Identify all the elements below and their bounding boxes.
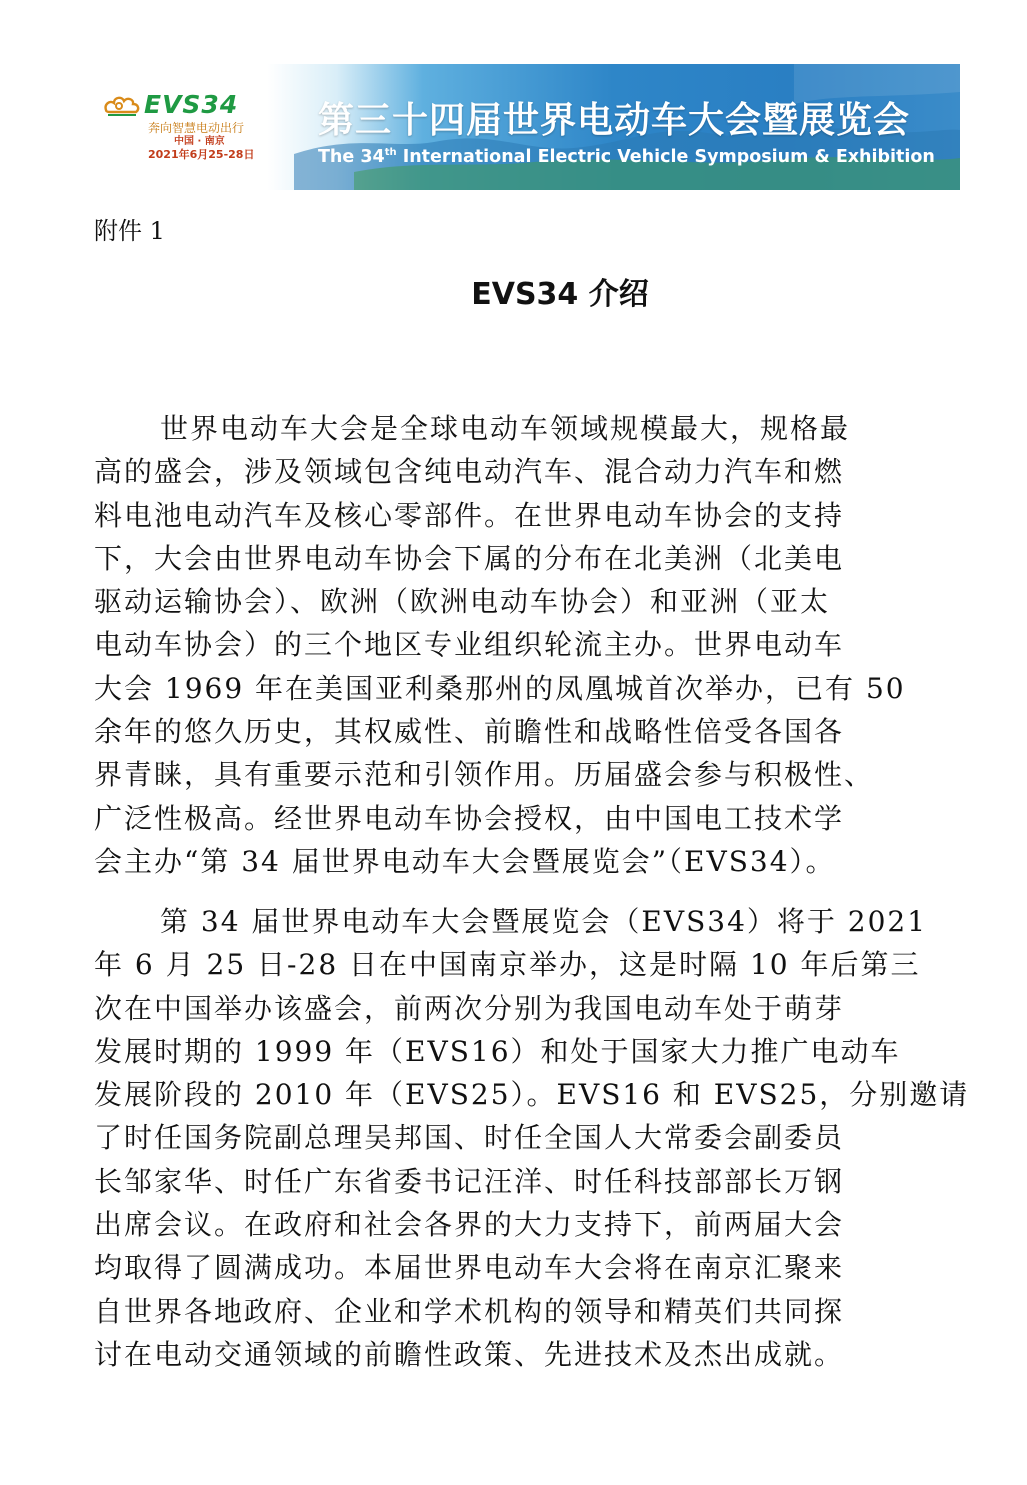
paragraph-line: 会主办“第 34 届世界电动车大会暨展览会”（EVS34）。 — [94, 844, 836, 878]
attachment-label: 附件 1 — [94, 217, 165, 245]
paragraph-line: 料电池电动汽车及核心零部件。在世界电动车协会的支持 — [94, 498, 845, 532]
logo-slogan: 奔向智慧电动出行 — [148, 121, 245, 135]
paragraph-line: 驱动运输协会）、欧洲（欧洲电动车协会）和亚洲（亚太 — [94, 585, 831, 619]
paragraph-line: 次在中国举办该盛会，前两次分别为我国电动车处于萌芽 — [94, 991, 845, 1025]
paragraph-line: 发展时期的 1999 年（EVS16）和处于国家大力推广电动车 — [94, 1034, 901, 1068]
banner-title-english-ordinal: th — [384, 147, 397, 159]
paragraph-line: 高的盛会，涉及领域包含纯电动汽车、混合动力汽车和燃 — [94, 455, 845, 489]
header-banner — [94, 64, 960, 190]
paragraph-line: 广泛性极高。经世界电动车协会授权，由中国电工技术学 — [94, 801, 845, 835]
paragraph-2 — [94, 900, 974, 1376]
banner-title-english-prefix: The 34 — [318, 147, 385, 167]
paragraph-line: 世界电动车大会是全球电动车领域规模最大，规格最 — [160, 412, 851, 445]
paragraph-line: 自世界各地政府、企业和学术机构的领导和精英们共同探 — [94, 1294, 845, 1328]
paragraph-line: 电动车协会）的三个地区专业组织轮流主办。世界电动车 — [94, 628, 845, 662]
banner-title-english — [318, 146, 935, 168]
logo-wordmark: EVS34 — [144, 90, 239, 119]
paragraph-line: 发展阶段的 2010 年（EVS25）。EVS16 和 EVS25，分别邀请 — [94, 1078, 970, 1112]
paragraph-line: 出席会议。在政府和社会各界的大力支持下，前两届大会 — [94, 1208, 845, 1242]
banner-title-english-suffix: International Electric Vehicle Symposium & Exhibition — [396, 147, 935, 167]
cloud-swirl-icon — [102, 92, 142, 118]
banner-title-chinese: 第三十四届世界电动车大会暨展览会 — [318, 100, 911, 141]
logo-location: 中国 · 南京 — [174, 136, 225, 147]
paragraph-1 — [94, 407, 974, 883]
paragraph-line: 均取得了圆满成功。本届世界电动车大会将在南京汇聚来 — [94, 1251, 845, 1285]
paragraph-line: 下，大会由世界电动车协会下属的分布在北美洲（北美电 — [94, 541, 845, 575]
paragraph-line: 余年的悠久历史，其权威性、前瞻性和战略性倍受各国各 — [94, 715, 845, 749]
paragraph-line: 长邹家华、时任广东省委书记汪洋、时任科技部部长万钢 — [94, 1164, 845, 1198]
paragraph-line: 第 34 届世界电动车大会暨展览会（EVS34）将于 2021 — [160, 905, 928, 938]
paragraph-line: 了时任国务院副总理吴邦国、时任全国人大常委会副委员 — [94, 1121, 845, 1155]
logo-date: 2021年6月25-28日 — [148, 148, 255, 161]
paragraph-line: 年 6 月 25 日-28 日在中国南京举办，这是时隔 10 年后第三 — [94, 948, 921, 982]
paragraph-line: 大会 1969 年在美国亚利桑那州的凤凰城首次举办，已有 50 — [94, 671, 906, 705]
paragraph-line: 讨在电动交通领域的前瞻性政策、先进技术及杰出成就。 — [94, 1337, 845, 1371]
paragraph-line: 界青睐，具有重要示范和引领作用。历届盛会参与积极性、 — [94, 758, 875, 792]
document-title: EVS34 介绍 — [471, 277, 649, 312]
evs34-logo — [102, 90, 277, 170]
